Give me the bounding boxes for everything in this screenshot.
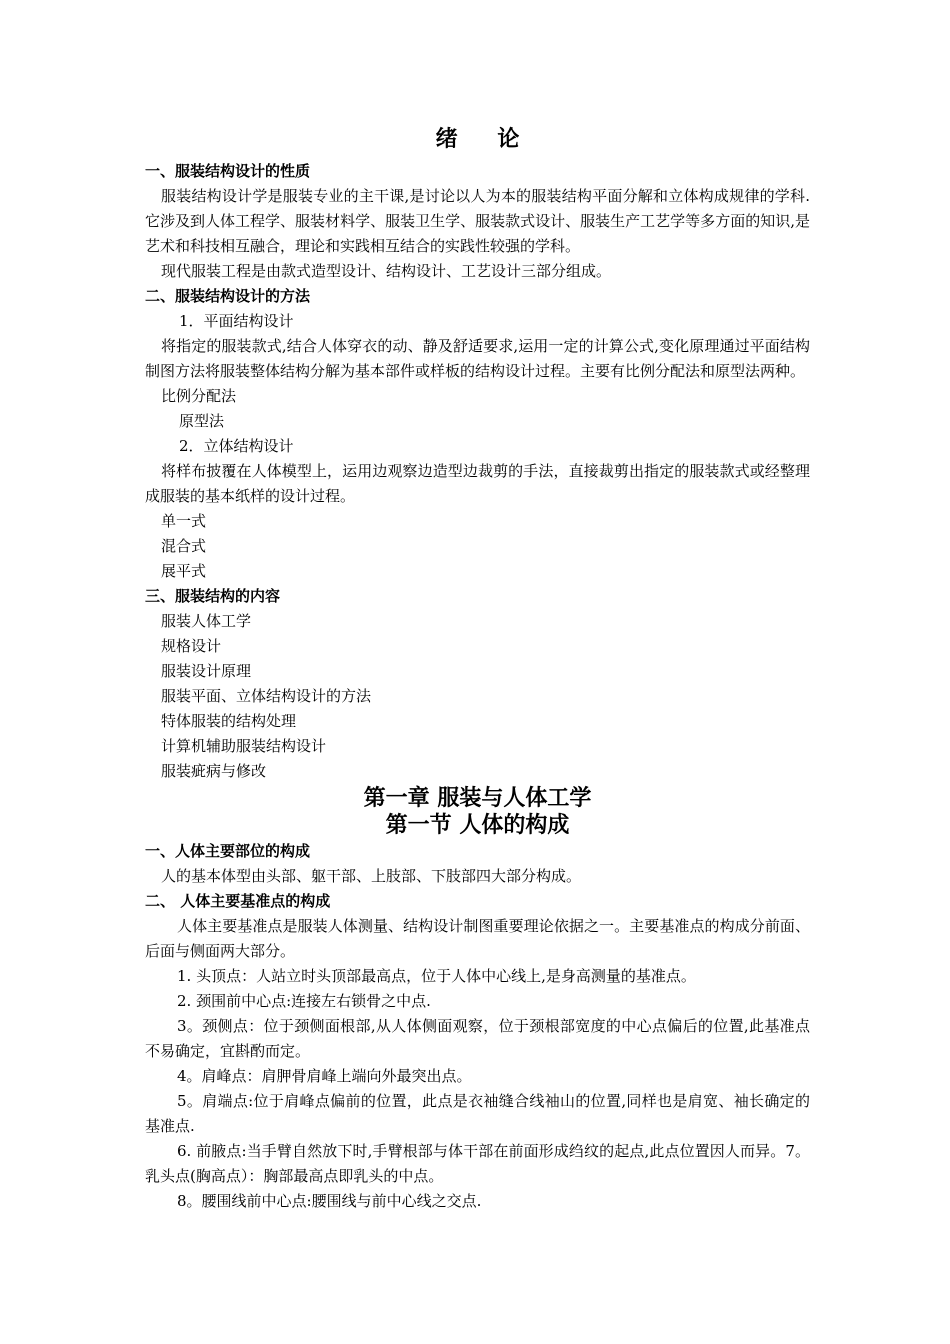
reference-point-item: 2. 颈围前中心点:连接左右锁骨之中点. <box>177 992 431 1010</box>
reference-point-item: 8。腰围线前中心点:腰围线与前中心线之交点. <box>177 1192 482 1210</box>
section-heading-body-parts: 一、人体主要部位的构成 <box>145 842 311 860</box>
reference-point-item: 5。肩端点:位于肩峰点偏前的位置，此点是衣袖缝合线袖山的位置,同样也是肩宽、袖长确定的基准点. <box>145 1092 810 1135</box>
reference-point-item: 6. 前腋点:当手臂自然放下时,手臂根部与体干部在前面形成绉纹的起点,此点位置因人而异。7。乳头点(胸高点）：胸部最高点即乳头的中点。 <box>145 1142 810 1185</box>
content-item: 计算机辅助服装结构设计 <box>161 737 327 755</box>
content-item: 规格设计 <box>161 637 222 655</box>
content-item: 服装人体工学 <box>161 612 252 630</box>
method-prototype: 原型法 <box>179 412 225 430</box>
paragraph-body-parts: 人的基本体型由头部、躯干部、上肢部、下肢部四大部分构成。 <box>161 867 582 885</box>
subheading-flat-design: 1．平面结构设计 <box>179 312 294 330</box>
chapter-section-title: 第一节 人体的构成 <box>385 812 570 838</box>
page-title: 绪 论 <box>435 126 536 152</box>
subheading-3d-design: 2．立体结构设计 <box>179 437 294 455</box>
content-item: 特体服装的结构处理 <box>161 712 297 730</box>
type-flatten: 展平式 <box>161 562 207 580</box>
paragraph-nature: 服装结构设计学是服装专业的主干课,是讨论以人为本的服装结构平面分解和立体构成规律的学科.它涉及到人体工程学、服装材料学、服装卫生学、服装款式设计、服装生产工艺学等多方面的知识,是艺术和科技相互融合，理论和实践相互结合的实践性较强的学科。 <box>145 187 810 255</box>
type-single: 单一式 <box>161 512 207 530</box>
chapter-title: 第一章 服装与人体工学 <box>363 785 592 811</box>
method-proportional: 比例分配法 <box>161 387 237 405</box>
content-item: 服装疵病与修改 <box>161 762 267 780</box>
paragraph-3d-design: 将样布披覆在人体模型上，运用边观察边造型边裁剪的手法，直接裁剪出指定的服装款式或经整理成服装的基本纸样的设计过程。 <box>145 462 810 505</box>
type-mixed: 混合式 <box>161 537 207 555</box>
section-heading-nature: 一、服装结构设计的性质 <box>145 162 311 180</box>
section-heading-content: 三、服装结构的内容 <box>145 587 281 605</box>
chapter-header <box>145 785 810 839</box>
paragraph-reference-points: 人体主要基准点是服装人体测量、结构设计制图重要理论依据之一。主要基准点的构成分前面、后面与侧面两大部分。 <box>145 917 810 960</box>
content-item: 服装设计原理 <box>161 662 252 680</box>
document-page <box>145 122 810 1214</box>
reference-point-item: 1. 头顶点：人站立时头顶部最高点，位于人体中心线上,是身高测量的基准点。 <box>177 967 696 985</box>
paragraph-flat-design: 将指定的服装款式,结合人体穿衣的动、静及舒适要求,运用一定的计算公式,变化原理通过平面结构制图方法将服装整体结构分解为基本部件或样板的结构设计过程。主要有比例分配法和原型法两种。 <box>145 337 810 380</box>
reference-point-item: 3。颈侧点：位于颈侧面根部,从人体侧面观察，位于颈根部宽度的中心点偏后的位置,此基准点不易确定，宜斟酌而定。 <box>145 1017 810 1060</box>
paragraph-composition: 现代服装工程是由款式造型设计、结构设计、工艺设计三部分组成。 <box>161 262 612 280</box>
section-heading-methods: 二、服装结构设计的方法 <box>145 287 311 305</box>
section-heading-reference-points: 二、 人体主要基准点的构成 <box>145 892 331 910</box>
content-item: 服装平面、立体结构设计的方法 <box>161 687 372 705</box>
reference-point-item: 4。肩峰点：肩胛骨肩峰上端向外最突出点。 <box>177 1067 472 1085</box>
